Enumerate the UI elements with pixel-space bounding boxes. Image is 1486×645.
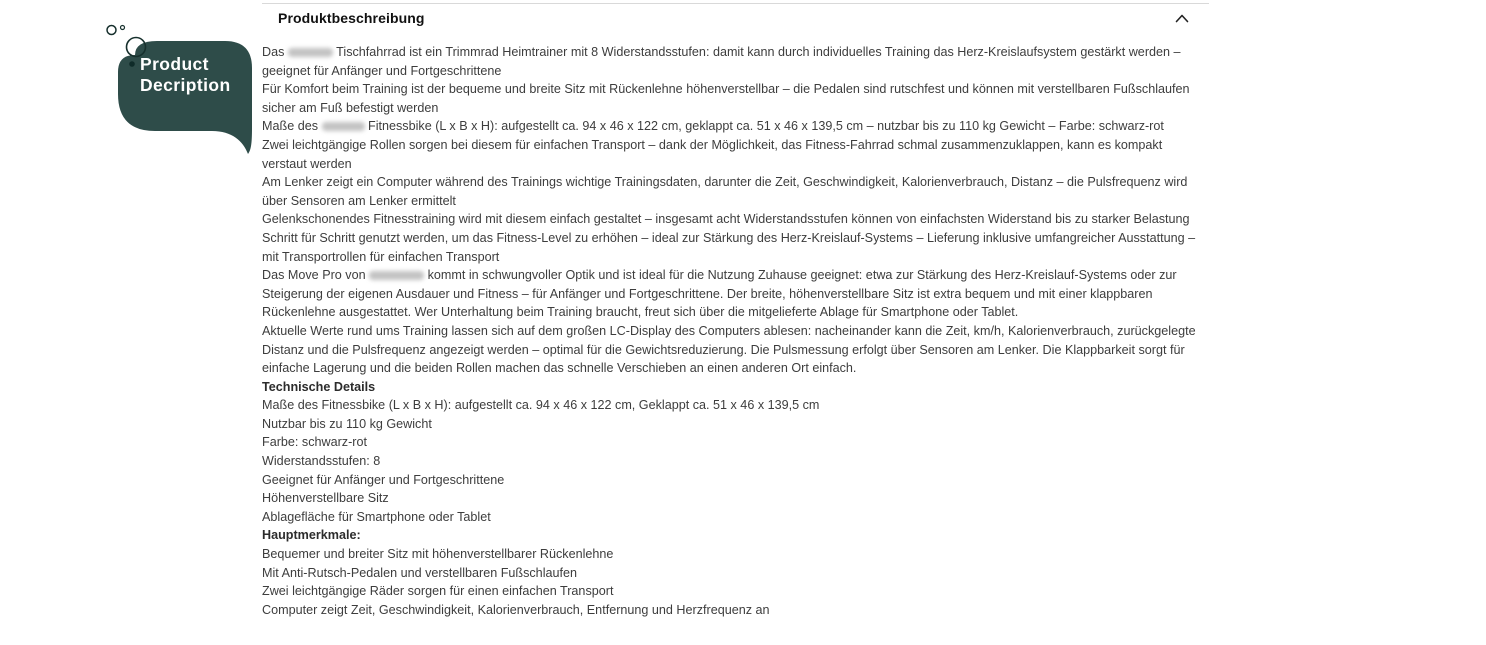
description-paragraph: Geeignet für Anfänger und Fortgeschrittene xyxy=(262,472,505,487)
description-paragraph: Widerstandsstufen: 8 xyxy=(262,454,381,469)
description-text xyxy=(262,43,1209,619)
description-paragraph: Farbe: schwarz-rot xyxy=(262,435,367,450)
badge-label-line1: Product xyxy=(140,54,209,74)
description-paragraph: Mit Anti-Rutsch-Pedalen und verstellbaren Fußschlaufen xyxy=(262,565,578,580)
chevron-up-icon xyxy=(1175,14,1189,23)
description-paragraph: Bequemer und breiter Sitz mit höhenverstellbarer Rückenlehne xyxy=(262,547,614,562)
redacted-brand-name xyxy=(288,48,333,57)
description-paragraph: Am Lenker zeigt ein Computer während des Trainings wichtige Trainingsdaten, darunter die Zeit, Geschwindigkeit, Kalorienverbrauch, Distanz – die Pulsfrequenz wird über Sensoren am Lenker ermittelt xyxy=(262,175,1188,208)
description-paragraph: Zwei leichtgängige Räder sorgen für einen einfachen Transport xyxy=(262,584,614,599)
description-paragraph: Maße des Fitnessbike (L x B x H): aufgestellt ca. 94 x 46 x 122 cm, geklappt ca. 51 x 46 x 139,5 cm – nutzbar bis zu 110 kg Gewicht – Farbe: schwarz-rot xyxy=(262,119,1164,134)
section-header xyxy=(262,10,1209,26)
badge-label-line2: Decription xyxy=(140,74,231,95)
decor-tiny-ring-icon xyxy=(121,26,125,30)
description-paragraph: Das Move Pro von kommt in schwungvoller Optik und ist ideal für die Nutzung Zuhause geeignet: etwa zur Stärkung des Herz-Kreislauf-Systems oder zur Steigerung der eigenen Ausdauer und Fitness – für Anfänger und Fortgeschrittene. Der breite, höhenverstellbare Sitz ist extra bequem und mit einer klappbaren Rückenlehne ausgestattet. Wer Unterhaltung beim Training braucht, freut sich über die mitgelieferte Ablage für Smartphone oder Tablet. xyxy=(262,268,1177,320)
description-subheading: Technische Details xyxy=(262,379,376,394)
description-paragraph: Höhenverstellbare Sitz xyxy=(262,491,389,506)
description-paragraph: Gelenkschonendes Fitnesstraining wird mit diesem einfach gestaltet – insgesamt acht Widerstandsstufen können von einfachsten Widerstand bis zu starker Belastung Schritt für Schritt genutzt werden, um das Fitness-Level zu erhöhen – ideal zur Stärkung des Herz-Kreislauf-Systems – Lieferung inklusive umfangreicher Ausstattung – mit Transportrollen für einfachen Transport xyxy=(262,212,1196,264)
description-paragraph: Das Tischfahrrad ist ein Trimmrad Heimtrainer mit 8 Widerstandsstufen: damit kann durch individuelles Training das Herz-Kreislaufsystem gestärkt werden – geeignet für Anfänger und Fortgeschrittene xyxy=(262,45,1181,78)
redacted-brand-name xyxy=(369,271,424,280)
description-paragraph: Zwei leichtgängige Rollen sorgen bei diesem für einfachen Transport – dank der Möglichkeit, das Fitness-Fahrrad schmal zusammenzuklappen, kann es kompakt verstaut werden xyxy=(262,137,1163,171)
product-description-badge xyxy=(95,10,265,160)
description-paragraph: Für Komfort beim Training ist der bequeme und breite Sitz mit Rückenlehne höhenverstellbar – die Pedalen sind rutschfest und können mit verstellbaren Fußschlaufen sicher am Fuß befestigt werden xyxy=(262,82,1190,115)
section-divider xyxy=(262,3,1209,4)
redacted-brand-name xyxy=(322,122,365,131)
description-paragraph: Computer zeigt Zeit, Geschwindigkeit, Kalorienverbrauch, Entfernung und Herzfrequenz an xyxy=(262,602,770,617)
description-paragraph: Maße des Fitnessbike (L x B x H): aufgestellt ca. 94 x 46 x 122 cm, Geklappt ca. 51 x 46 x 139,5 cm xyxy=(262,398,820,413)
decor-dot-icon xyxy=(129,61,135,67)
description-paragraph: Ablagefläche für Smartphone oder Tablet xyxy=(262,509,491,524)
section-title: Produktbeschreibung xyxy=(278,10,425,26)
description-paragraph: Nutzbar bis zu 110 kg Gewicht xyxy=(262,416,432,431)
description-paragraph: Aktuelle Werte rund ums Training lassen sich auf dem großen LC-Display des Computers ablesen: nacheinander kann die Zeit, km/h, Kalorienverbrauch, zurückgelegte Distanz und die Pulsfrequenz angezeigt werden – optimal für die Gewichtsreduzierung. Die Pulsmessung erfolgt über Sensoren am Lenker. Die Klappbarkeit sorgt für einfache Lagerung und die beiden Rollen machen das schnelle Verschieben an einen anderen Ort einfach. xyxy=(262,323,1196,376)
collapse-section-button[interactable] xyxy=(1173,12,1191,25)
badge-label xyxy=(140,54,231,95)
description-subheading: Hauptmerkmale: xyxy=(262,528,361,543)
decor-small-circle-icon xyxy=(107,26,116,35)
